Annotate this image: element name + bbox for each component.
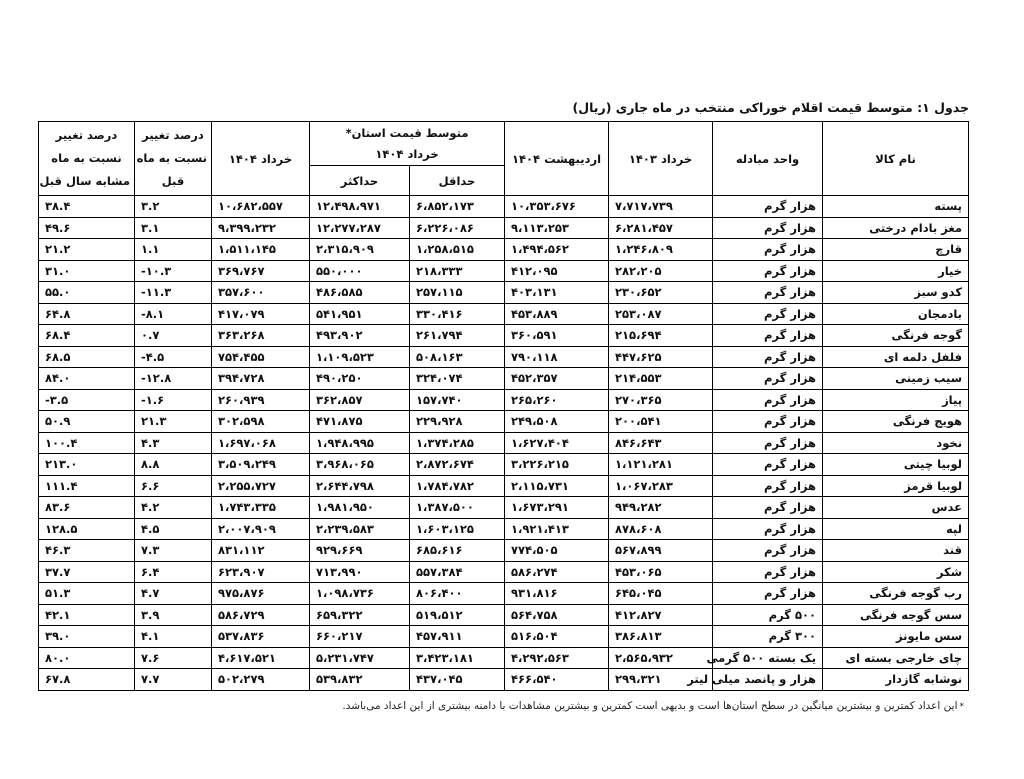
cell-unit: هزار گرم bbox=[713, 389, 823, 411]
col-header-min: حداقل bbox=[410, 166, 505, 196]
cell-name: شکر bbox=[823, 561, 969, 583]
cell-min: ۱،۳۷۴،۲۸۵ bbox=[410, 432, 505, 454]
cell-unit: هزار گرم bbox=[713, 475, 823, 497]
footnote-mark: * bbox=[959, 702, 964, 712]
cell-pct-year: ۶۸.۴ bbox=[39, 325, 135, 347]
cell-khordad-1403: ۴۱۲،۸۲۷ bbox=[609, 604, 713, 626]
cell-pct-month: ۸.۱- bbox=[135, 303, 212, 325]
cell-min: ۵۵۷،۳۸۴ bbox=[410, 561, 505, 583]
cell-pct-year: ۳۱.۰ bbox=[39, 260, 135, 282]
cell-ordibehesht-1404: ۴۶۶،۵۴۰ bbox=[505, 669, 609, 691]
cell-pct-month: ۰.۷ bbox=[135, 325, 212, 347]
pct-year-line-1: درصد تغییر bbox=[55, 128, 118, 142]
province-avg-title: متوسط قیمت استان* bbox=[345, 125, 469, 140]
cell-pct-year: ۸۳.۶ bbox=[39, 497, 135, 519]
cell-khordad-1403: ۲۱۴،۵۵۳ bbox=[609, 368, 713, 390]
cell-unit: هزار گرم bbox=[713, 239, 823, 261]
cell-pct-year: ۴۹.۶ bbox=[39, 217, 135, 239]
cell-max: ۳۶۲،۸۵۷ bbox=[310, 389, 410, 411]
cell-max: ۱۲،۲۷۷،۲۸۷ bbox=[310, 217, 410, 239]
cell-pct-month: ۸.۸ bbox=[135, 454, 212, 476]
table-row bbox=[39, 239, 969, 261]
cell-ordibehesht-1404: ۱۰،۳۵۳،۶۷۶ bbox=[505, 196, 609, 218]
cell-name: چای خارجی بسته ای bbox=[823, 647, 969, 669]
cell-max: ۱،۹۸۱،۹۵۰ bbox=[310, 497, 410, 519]
cell-max: ۵۵۰،۰۰۰ bbox=[310, 260, 410, 282]
province-avg-month: خرداد ۱۴۰۴ bbox=[375, 146, 439, 161]
cell-pct-year: ۶۷.۸ bbox=[39, 669, 135, 691]
cell-pct-year: ۶۸.۵ bbox=[39, 346, 135, 368]
cell-khordad-1403: ۱،۲۴۶،۸۰۹ bbox=[609, 239, 713, 261]
cell-khordad-1403: ۲۸۲،۲۰۵ bbox=[609, 260, 713, 282]
cell-ordibehesht-1404: ۵۱۶،۵۰۴ bbox=[505, 626, 609, 648]
cell-khordad-1403: ۹۴۹،۲۸۲ bbox=[609, 497, 713, 519]
cell-khordad-1404: ۱،۷۴۳،۳۳۵ bbox=[212, 497, 310, 519]
cell-khordad-1403: ۴۴۷،۶۲۵ bbox=[609, 346, 713, 368]
cell-name: مغز بادام درختی bbox=[823, 217, 969, 239]
cell-pct-month: ۴.۲ bbox=[135, 497, 212, 519]
cell-unit: هزار گرم bbox=[713, 497, 823, 519]
cell-unit: هزار گرم bbox=[713, 260, 823, 282]
cell-name: هویج فرنگی bbox=[823, 411, 969, 433]
cell-name: نوشابه گازدار bbox=[823, 669, 969, 691]
cell-ordibehesht-1404: ۱،۶۷۳،۲۹۱ bbox=[505, 497, 609, 519]
cell-ordibehesht-1404: ۴۵۳،۸۸۹ bbox=[505, 303, 609, 325]
cell-ordibehesht-1404: ۴،۲۹۲،۵۶۳ bbox=[505, 647, 609, 669]
col-header-province-avg bbox=[310, 122, 505, 166]
cell-max: ۵،۲۳۱،۷۴۷ bbox=[310, 647, 410, 669]
col-header-pct-year bbox=[39, 122, 135, 196]
cell-pct-month: ۴.۵ bbox=[135, 518, 212, 540]
cell-khordad-1403: ۷،۷۱۷،۷۳۹ bbox=[609, 196, 713, 218]
cell-max: ۶۵۹،۳۲۲ bbox=[310, 604, 410, 626]
table-row bbox=[39, 604, 969, 626]
cell-max: ۴۹۳،۹۰۲ bbox=[310, 325, 410, 347]
pct-year-line-3: مشابه سال قبل bbox=[39, 174, 130, 188]
table-row bbox=[39, 260, 969, 282]
cell-khordad-1404: ۱،۶۹۷،۰۶۸ bbox=[212, 432, 310, 454]
cell-unit: هزار گرم bbox=[713, 217, 823, 239]
cell-min: ۲۱۸،۳۳۳ bbox=[410, 260, 505, 282]
cell-pct-year: ۱۱۱.۴ bbox=[39, 475, 135, 497]
footnote-text: این اعداد کمترین و بیشترین میانگین در سطح استان‌ها است و بدیهی است کمترین و بیشترین مشاهدات با دامنه بیشتری از این اعداد می‌باشد. bbox=[342, 700, 958, 712]
table-row bbox=[39, 368, 969, 390]
cell-khordad-1404: ۹۷۵،۸۷۶ bbox=[212, 583, 310, 605]
cell-pct-month: ۱۲.۸- bbox=[135, 368, 212, 390]
cell-khordad-1404: ۳۶۹،۷۶۷ bbox=[212, 260, 310, 282]
cell-khordad-1403: ۲،۵۶۵،۹۳۲ bbox=[609, 647, 713, 669]
cell-unit: هزار گرم bbox=[713, 518, 823, 540]
table-row bbox=[39, 346, 969, 368]
cell-name: بادمجان bbox=[823, 303, 969, 325]
cell-pct-month: ۴.۳ bbox=[135, 432, 212, 454]
cell-khordad-1403: ۱،۰۶۷،۲۸۳ bbox=[609, 475, 713, 497]
cell-unit: هزار گرم bbox=[713, 432, 823, 454]
col-header-name: نام کالا bbox=[823, 122, 969, 196]
cell-pct-month: ۴.۱ bbox=[135, 626, 212, 648]
cell-ordibehesht-1404: ۷۷۴،۵۰۵ bbox=[505, 540, 609, 562]
col-header-ordibehesht-1404: اردیبهشت ۱۴۰۴ bbox=[505, 122, 609, 196]
cell-max: ۱۲،۴۹۸،۹۷۱ bbox=[310, 196, 410, 218]
cell-pct-month: ۱.۱ bbox=[135, 239, 212, 261]
cell-name: گوجه فرنگی bbox=[823, 325, 969, 347]
cell-max: ۷۱۳،۹۹۰ bbox=[310, 561, 410, 583]
cell-min: ۵۰۸،۱۶۳ bbox=[410, 346, 505, 368]
cell-max: ۴۸۶،۵۸۵ bbox=[310, 282, 410, 304]
cell-khordad-1404: ۳۶۳،۲۶۸ bbox=[212, 325, 310, 347]
cell-khordad-1403: ۸۷۸،۶۰۸ bbox=[609, 518, 713, 540]
cell-khordad-1403: ۱،۱۲۱،۲۸۱ bbox=[609, 454, 713, 476]
cell-khordad-1404: ۱،۵۱۱،۱۴۵ bbox=[212, 239, 310, 261]
cell-pct-year: ۱۰۰.۴ bbox=[39, 432, 135, 454]
cell-unit: هزار گرم bbox=[713, 196, 823, 218]
cell-khordad-1403: ۶۴۵،۰۴۵ bbox=[609, 583, 713, 605]
cell-unit: یک بسته ۵۰۰ گرمی bbox=[713, 647, 823, 669]
cell-khordad-1403: ۲۳۰،۶۵۲ bbox=[609, 282, 713, 304]
cell-pct-year: ۶۴.۸ bbox=[39, 303, 135, 325]
cell-ordibehesht-1404: ۲،۱۱۵،۷۳۱ bbox=[505, 475, 609, 497]
cell-max: ۲،۶۴۴،۷۹۸ bbox=[310, 475, 410, 497]
cell-khordad-1404: ۳۹۴،۷۲۸ bbox=[212, 368, 310, 390]
cell-name: لوبیا چیتی bbox=[823, 454, 969, 476]
cell-min: ۱،۶۰۳،۱۲۵ bbox=[410, 518, 505, 540]
cell-khordad-1404: ۳۰۲،۵۹۸ bbox=[212, 411, 310, 433]
cell-khordad-1404: ۴،۶۱۷،۵۲۱ bbox=[212, 647, 310, 669]
table-row bbox=[39, 217, 969, 239]
cell-khordad-1404: ۲،۰۰۷،۹۰۹ bbox=[212, 518, 310, 540]
cell-unit: هزار گرم bbox=[713, 411, 823, 433]
cell-unit: هزار گرم bbox=[713, 368, 823, 390]
col-header-unit: واحد مبادله bbox=[713, 122, 823, 196]
cell-ordibehesht-1404: ۴۰۳،۱۳۱ bbox=[505, 282, 609, 304]
cell-khordad-1404: ۵۸۶،۷۲۹ bbox=[212, 604, 310, 626]
cell-khordad-1403: ۲۵۳،۰۸۷ bbox=[609, 303, 713, 325]
cell-pct-year: ۲۱۳.۰ bbox=[39, 454, 135, 476]
cell-khordad-1403: ۸۴۶،۶۴۳ bbox=[609, 432, 713, 454]
cell-min: ۲۲۹،۹۲۸ bbox=[410, 411, 505, 433]
cell-min: ۶۸۵،۶۱۶ bbox=[410, 540, 505, 562]
table-row bbox=[39, 282, 969, 304]
cell-khordad-1403: ۲۷۰،۳۶۵ bbox=[609, 389, 713, 411]
cell-max: ۴۹۰،۲۵۰ bbox=[310, 368, 410, 390]
cell-khordad-1404: ۸۳۱،۱۱۲ bbox=[212, 540, 310, 562]
cell-max: ۳،۹۶۸،۰۶۵ bbox=[310, 454, 410, 476]
cell-pct-year: ۳۷.۷ bbox=[39, 561, 135, 583]
col-header-khordad-1403: خرداد ۱۴۰۳ bbox=[609, 122, 713, 196]
table-row bbox=[39, 432, 969, 454]
cell-khordad-1403: ۵۶۷،۸۹۹ bbox=[609, 540, 713, 562]
cell-ordibehesht-1404: ۵۸۶،۲۷۴ bbox=[505, 561, 609, 583]
cell-pct-month: ۴.۵- bbox=[135, 346, 212, 368]
cell-name: رب گوجه فرنگی bbox=[823, 583, 969, 605]
cell-min: ۲،۸۷۲،۶۷۴ bbox=[410, 454, 505, 476]
pct-month-line-1: درصد تغییر bbox=[142, 128, 204, 142]
cell-ordibehesht-1404: ۱،۹۲۱،۴۱۳ bbox=[505, 518, 609, 540]
cell-name: خیار bbox=[823, 260, 969, 282]
col-header-khordad-1404: خرداد ۱۴۰۴ bbox=[212, 122, 310, 196]
cell-pct-year: ۸۰.۰ bbox=[39, 647, 135, 669]
cell-max: ۹۲۹،۶۶۹ bbox=[310, 540, 410, 562]
cell-unit: ۵۰۰ گرم bbox=[713, 604, 823, 626]
cell-pct-month: ۷.۶ bbox=[135, 647, 212, 669]
cell-min: ۳۳۰،۴۱۶ bbox=[410, 303, 505, 325]
table-row bbox=[39, 454, 969, 476]
cell-pct-year: ۲۱.۲ bbox=[39, 239, 135, 261]
cell-max: ۲،۲۳۹،۵۸۳ bbox=[310, 518, 410, 540]
cell-khordad-1404: ۲،۲۵۵،۷۲۷ bbox=[212, 475, 310, 497]
cell-name: سس گوجه فرنگی bbox=[823, 604, 969, 626]
cell-min: ۴۳۷،۰۴۵ bbox=[410, 669, 505, 691]
cell-ordibehesht-1404: ۲۶۵،۲۶۰ bbox=[505, 389, 609, 411]
cell-pct-month: ۱۰.۳- bbox=[135, 260, 212, 282]
cell-name: پسته bbox=[823, 196, 969, 218]
table-row bbox=[39, 518, 969, 540]
table-row bbox=[39, 325, 969, 347]
cell-pct-year: ۳.۵- bbox=[39, 389, 135, 411]
cell-unit: هزار گرم bbox=[713, 561, 823, 583]
cell-pct-year: ۱۲۸.۵ bbox=[39, 518, 135, 540]
cell-khordad-1403: ۴۵۳،۰۶۵ bbox=[609, 561, 713, 583]
cell-unit: هزار گرم bbox=[713, 540, 823, 562]
table-row bbox=[39, 561, 969, 583]
cell-khordad-1403: ۳۸۶،۸۱۳ bbox=[609, 626, 713, 648]
table-row bbox=[39, 647, 969, 669]
cell-max: ۱،۹۴۸،۹۹۵ bbox=[310, 432, 410, 454]
cell-name: قند bbox=[823, 540, 969, 562]
cell-pct-month: ۳.۲ bbox=[135, 196, 212, 218]
cell-name: کدو سبز bbox=[823, 282, 969, 304]
cell-min: ۱۵۷،۷۴۰ bbox=[410, 389, 505, 411]
cell-khordad-1404: ۵۰۲،۲۷۹ bbox=[212, 669, 310, 691]
cell-ordibehesht-1404: ۴۵۲،۳۵۷ bbox=[505, 368, 609, 390]
cell-khordad-1404: ۴۱۷،۰۷۹ bbox=[212, 303, 310, 325]
cell-pct-year: ۵۰.۹ bbox=[39, 411, 135, 433]
cell-pct-year: ۵۵.۰ bbox=[39, 282, 135, 304]
cell-name: لپه bbox=[823, 518, 969, 540]
cell-name: پیاز bbox=[823, 389, 969, 411]
cell-name: لوبیا قرمز bbox=[823, 475, 969, 497]
pct-month-line-3: قبل bbox=[161, 174, 185, 188]
cell-name: عدس bbox=[823, 497, 969, 519]
table-row bbox=[39, 389, 969, 411]
cell-unit: هزار گرم bbox=[713, 303, 823, 325]
cell-unit: هزار گرم bbox=[713, 282, 823, 304]
cell-khordad-1404: ۹،۳۹۹،۲۳۲ bbox=[212, 217, 310, 239]
cell-ordibehesht-1404: ۱،۶۲۷،۴۰۴ bbox=[505, 432, 609, 454]
cell-min: ۴۵۷،۹۱۱ bbox=[410, 626, 505, 648]
cell-ordibehesht-1404: ۲۴۹،۵۰۸ bbox=[505, 411, 609, 433]
cell-khordad-1404: ۲۶۰،۹۳۹ bbox=[212, 389, 310, 411]
cell-name: فلفل دلمه ای bbox=[823, 346, 969, 368]
cell-khordad-1404: ۵۳۷،۸۳۶ bbox=[212, 626, 310, 648]
cell-min: ۵۱۹،۵۱۲ bbox=[410, 604, 505, 626]
table-row bbox=[39, 411, 969, 433]
table-row bbox=[39, 626, 969, 648]
cell-name: سیب زمینی bbox=[823, 368, 969, 390]
table-row bbox=[39, 583, 969, 605]
cell-pct-year: ۴۲.۱ bbox=[39, 604, 135, 626]
cell-ordibehesht-1404: ۹۳۱،۸۱۶ bbox=[505, 583, 609, 605]
cell-ordibehesht-1404: ۷۹۰،۱۱۸ bbox=[505, 346, 609, 368]
cell-max: ۴۷۱،۸۷۵ bbox=[310, 411, 410, 433]
cell-min: ۲۵۷،۱۱۵ bbox=[410, 282, 505, 304]
cell-khordad-1404: ۳،۵۰۹،۲۴۹ bbox=[212, 454, 310, 476]
cell-unit: ۳۰۰ گرم bbox=[713, 626, 823, 648]
cell-min: ۱،۷۸۴،۷۸۲ bbox=[410, 475, 505, 497]
cell-pct-month: ۳.۹ bbox=[135, 604, 212, 626]
cell-pct-month: ۷.۷ bbox=[135, 669, 212, 691]
cell-name: نخود bbox=[823, 432, 969, 454]
cell-min: ۲۶۱،۷۹۴ bbox=[410, 325, 505, 347]
cell-khordad-1404: ۳۵۷،۶۰۰ bbox=[212, 282, 310, 304]
cell-pct-year: ۳۸.۴ bbox=[39, 196, 135, 218]
table-row bbox=[39, 196, 969, 218]
cell-pct-month: ۶.۴ bbox=[135, 561, 212, 583]
cell-khordad-1403: ۶،۲۸۱،۴۵۷ bbox=[609, 217, 713, 239]
table-row bbox=[39, 303, 969, 325]
cell-pct-month: ۶.۶ bbox=[135, 475, 212, 497]
cell-khordad-1404: ۷۵۴،۴۵۵ bbox=[212, 346, 310, 368]
cell-pct-month: ۱۱.۳- bbox=[135, 282, 212, 304]
footnote bbox=[342, 700, 964, 712]
table-row bbox=[39, 540, 969, 562]
cell-pct-month: ۱.۶- bbox=[135, 389, 212, 411]
cell-khordad-1404: ۱۰،۶۸۲،۵۵۷ bbox=[212, 196, 310, 218]
cell-min: ۶،۲۲۶،۰۸۶ bbox=[410, 217, 505, 239]
col-header-pct-month bbox=[135, 122, 212, 196]
cell-max: ۵۳۹،۸۳۲ bbox=[310, 669, 410, 691]
cell-name: سس مایونز bbox=[823, 626, 969, 648]
cell-min: ۳۲۴،۰۷۴ bbox=[410, 368, 505, 390]
cell-max: ۲،۳۱۵،۹۰۹ bbox=[310, 239, 410, 261]
table-row bbox=[39, 669, 969, 691]
cell-ordibehesht-1404: ۴۱۲،۰۹۵ bbox=[505, 260, 609, 282]
cell-ordibehesht-1404: ۹،۱۱۳،۲۵۳ bbox=[505, 217, 609, 239]
cell-unit: هزار گرم bbox=[713, 454, 823, 476]
table-row bbox=[39, 497, 969, 519]
col-header-max: حداکثر bbox=[310, 166, 410, 196]
cell-khordad-1403: ۲۱۵،۶۹۴ bbox=[609, 325, 713, 347]
cell-pct-month: ۲۱.۳ bbox=[135, 411, 212, 433]
cell-min: ۳،۴۲۳،۱۸۱ bbox=[410, 647, 505, 669]
cell-unit: هزار گرم bbox=[713, 346, 823, 368]
cell-max: ۶۶۰،۲۱۷ bbox=[310, 626, 410, 648]
cell-pct-month: ۴.۷ bbox=[135, 583, 212, 605]
cell-max: ۵۴۱،۹۵۱ bbox=[310, 303, 410, 325]
cell-khordad-1404: ۶۲۳،۹۰۷ bbox=[212, 561, 310, 583]
cell-min: ۶،۸۵۲،۱۷۳ bbox=[410, 196, 505, 218]
cell-min: ۱،۲۵۸،۵۱۵ bbox=[410, 239, 505, 261]
cell-ordibehesht-1404: ۳،۲۲۶،۲۱۵ bbox=[505, 454, 609, 476]
cell-max: ۱،۰۹۸،۷۳۶ bbox=[310, 583, 410, 605]
cell-ordibehesht-1404: ۱،۴۹۴،۵۶۲ bbox=[505, 239, 609, 261]
cell-ordibehesht-1404: ۳۶۰،۵۹۱ bbox=[505, 325, 609, 347]
cell-pct-year: ۸۴.۰ bbox=[39, 368, 135, 390]
cell-pct-year: ۴۶.۳ bbox=[39, 540, 135, 562]
cell-khordad-1403: ۲۰۰،۵۴۱ bbox=[609, 411, 713, 433]
cell-min: ۱،۳۸۷،۵۰۰ bbox=[410, 497, 505, 519]
cell-pct-year: ۵۱.۳ bbox=[39, 583, 135, 605]
cell-unit: هزار گرم bbox=[713, 583, 823, 605]
cell-unit: هزار و پانصد میلی لیتر bbox=[713, 669, 823, 691]
table-row bbox=[39, 475, 969, 497]
cell-pct-month: ۷.۳ bbox=[135, 540, 212, 562]
table-body bbox=[39, 196, 969, 691]
cell-pct-year: ۳۹.۰ bbox=[39, 626, 135, 648]
cell-max: ۱،۱۰۹،۵۲۳ bbox=[310, 346, 410, 368]
cell-unit: هزار گرم bbox=[713, 325, 823, 347]
cell-pct-month: ۳.۱ bbox=[135, 217, 212, 239]
cell-name: قارچ bbox=[823, 239, 969, 261]
price-table bbox=[38, 121, 969, 691]
table-caption: جدول ۱: متوسط قیمت اقلام خوراکی منتخب در ماه جاری (ریال) bbox=[572, 100, 969, 115]
cell-min: ۸۰۶،۴۰۰ bbox=[410, 583, 505, 605]
pct-year-line-2: نسبت به ماه bbox=[51, 151, 122, 165]
cell-khordad-1403: ۲۹۹،۳۲۱ bbox=[609, 669, 713, 691]
pct-month-line-2: نسبت به ماه bbox=[136, 151, 207, 165]
cell-ordibehesht-1404: ۵۶۴،۷۵۸ bbox=[505, 604, 609, 626]
